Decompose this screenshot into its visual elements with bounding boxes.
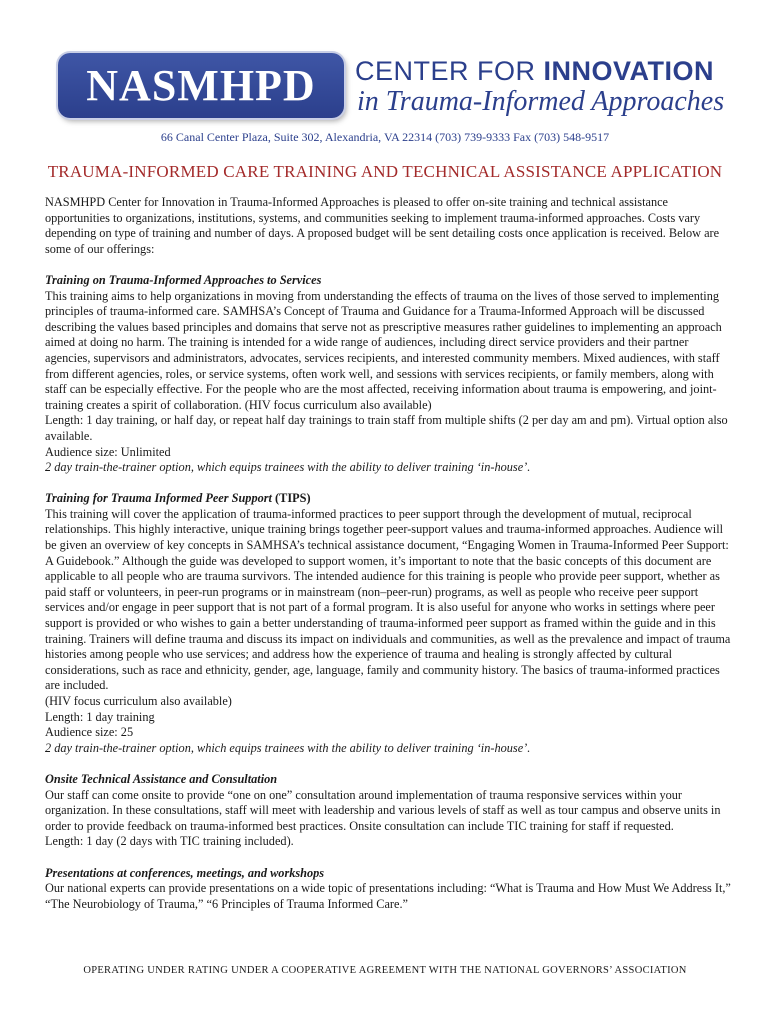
- center-bold: INNOVATION: [543, 56, 715, 86]
- tips-heading-suffix: (TIPS): [271, 491, 311, 506]
- logo-text: NASMHPD: [86, 60, 316, 110]
- section-heading-presentations: Presentations at conferences, meetings, and workshops: [45, 865, 325, 880]
- section-audience-training: Audience size: Unlimited: [45, 444, 171, 459]
- tips-heading-text: Training for Trauma Informed Peer Support: [45, 491, 272, 506]
- section-note-tips: (HIV focus curriculum also available): [45, 694, 232, 708]
- section-body-training: This training aims to help organizations in moving from understanding the effects of trauma on the lives of those served to implementing principles of trauma-informed care. SAMHSA’s Concept of Trauma and Guidance for a Trauma-Informed Approach will be discussed describing the values based principles and domains that serve not as prescriptive measures rather guidelines to implementing an approach aimed at doing no harm. The training is intended for a wide range of audiences, including direct service providers and their partner agencies, supervisors and administrators, advocates, services recipients, and interested community members. Mixed audiences, with staff from different agencies, roles, or service systems, often work well, and sessions with services recipients, or family members, along with staff can be especially effective. For the people who are the most affected, receiving information about trauma is empowering, and joint-training creates a spirit of collaboration. (HIV focus curriculum also available): [45, 288, 722, 412]
- letterhead: [0, 0, 770, 150]
- nasmhpd-logo: [58, 53, 344, 118]
- section-heading-consultation: Onsite Technical Assistance and Consultation: [45, 771, 278, 786]
- section-trainer-training: 2 day train-the-trainer option, which equips trainees with the ability to deliver training ‘in-house’.: [45, 460, 531, 475]
- center-subtitle: in Trauma-Informed Approaches: [357, 86, 725, 117]
- section-length-consultation: Length: 1 day (2 days with TIC training included).: [45, 834, 294, 849]
- document-body: [45, 195, 735, 912]
- section-length-training: Length: 1 day training, or half day, or repeat half day trainings to train staff from multiple shifts (2 per day am and pm). Virtual option also available.: [45, 413, 728, 443]
- section-length-tips: Length: 1 day training: [45, 709, 155, 724]
- center-prefix: CENTER FOR: [355, 56, 544, 86]
- footer-note: OPERATING UNDER RATING UNDER A COOPERATIVE AGREEMENT WITH THE NATIONAL GOVERNORS’ ASSOCIATION: [83, 965, 687, 976]
- center-title: [355, 58, 714, 85]
- document-title: TRAUMA-INFORMED CARE TRAINING AND TECHNICAL ASSISTANCE APPLICATION: [47, 162, 723, 181]
- section-body-tips: This training will cover the application of trauma-informed practices to peer support through the development of mutual, reciprocal relationships. This highly interactive, unique training brings together peer-support values and trauma-informed approaches. Audience will be given an overview of key concepts in SAMHSA’s technical assistance document, “Engaging Women in Trauma-Informed Peer Support: A Guidebook.” Although the guide was developed to support women, it’s important to note that the basic concepts of this document are applicable to all people who are trauma survivors. The intended audience for this training is people who provide peer support, whether as paid staff or volunteers, in peer-run programs or in mainstream (non–peer-run) programs, as well as people who receive peer support services and/or engage in peer support that is not part of a formal program. It is also useful for anyone who works in settings where peer support is provided or who wishes to gain a better understanding of trauma-informed peer support as framed within the guide and in this training. Trainers will define trauma and discuss its impact on individuals and communities, as well as the prevalence and impact of trauma histories among people who use services; and address how the experience of trauma and healing is strongly affected by cultural considerations, such as race and ethnicity, gender, age, language, family and community history. The basics of trauma-informed practices are included.: [45, 506, 731, 693]
- section-heading-training: Training on Trauma-Informed Approaches to Services: [45, 272, 322, 287]
- section-heading-tips: [45, 491, 735, 507]
- section-audience-tips: Audience size: 25: [45, 725, 134, 740]
- section-body-consultation: Our staff can come onsite to provide “one on one” consultation around implementation of trauma responsive services within your organization. In these consultations, staff will meet with leadership and various levels of staff as well as tour campus and observe units in order to provide feedback on trauma-informed best practices. Onsite consultation can include TIC training for staff if requested.: [45, 787, 721, 833]
- address-line: 66 Canal Center Plaza, Suite 302, Alexandria, VA 22314 (703) 739-9333 Fax (703) 548-9517: [160, 130, 610, 144]
- section-trainer-tips: 2 day train-the-trainer option, which equips trainees with the ability to deliver training ‘in-house’.: [45, 740, 531, 755]
- intro-paragraph: NASMHPD Center for Innovation in Trauma-Informed Approaches is pleased to offer on-site training and technical assistance opportunities to organizations, institutions, systems, and communities seeking to implement trauma-informed approaches. Costs vary depending on type of training and number of days. A proposed budget will be sent detailing costs once application is received. Below are some of our offerings:: [45, 195, 720, 256]
- section-body-presentations: Our national experts can provide presentations on a wide topic of presentations including: “What is Trauma and How Must We Address It,” “The Neurobiology of Trauma,” “6 Principles of Trauma Informed Care.”: [45, 881, 731, 911]
